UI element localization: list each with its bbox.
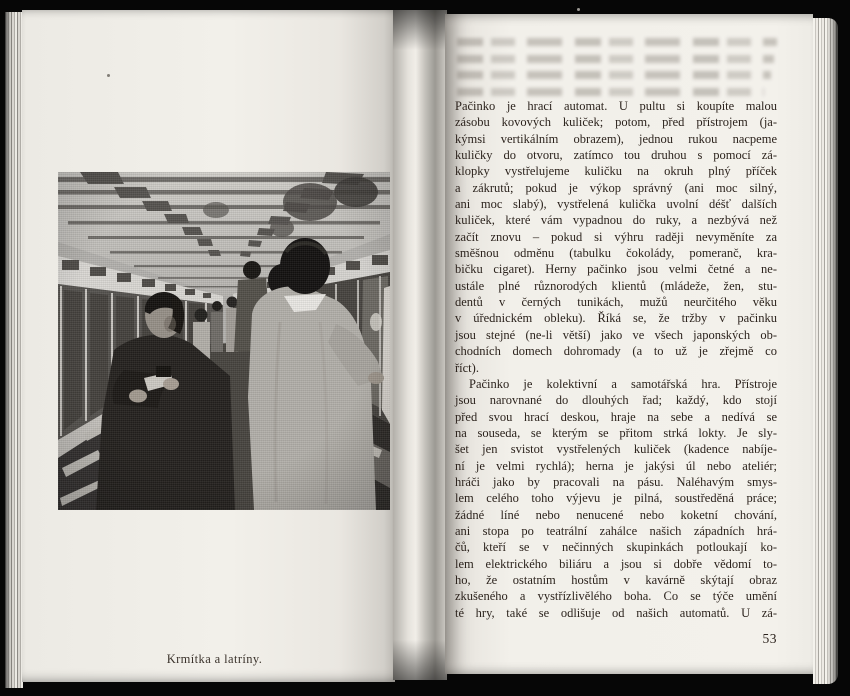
photo-illustration: [58, 172, 390, 510]
bleedthrough-text: [457, 38, 777, 104]
text-line: ustále plné různorodých klientů (mládeže, žen, stu-: [455, 278, 777, 293]
text-line: hráči jako by pracovali na pásu. Naléhavým smys-: [455, 474, 777, 489]
scan-speck: [577, 8, 580, 11]
text-line: kuliček, které vám vypadnou do ruky, a nezbývá než: [455, 213, 777, 228]
text-line: zásobu kovových kuliček; potom, před přístrojem (ja-: [455, 115, 777, 130]
left-page-edges: [5, 12, 23, 688]
pachinko-parlor-photo: [58, 172, 390, 510]
text-line: Pačinko je kolektivní a samotářská hra. Přístroje: [469, 376, 777, 391]
text-line: jsou stejné (ne-li větší) jako ve všech japonských ob-: [455, 327, 777, 342]
text-line: dentů v černých tunikách, mužů neurčitého věku: [455, 295, 777, 310]
body-text: [455, 98, 777, 621]
photo-caption: Krmítka a latríny.: [166, 652, 263, 666]
text-line: chodních domech dohromady (a to už je zřejmě co: [455, 344, 777, 359]
right-fore-edge: [813, 18, 838, 684]
text-line: lem celého toho výjevu je pilná, soustředěná práce;: [455, 491, 777, 506]
text-line: zkušeného a vystřízlivělého boha. Co se týče umění: [455, 589, 777, 604]
bleedthrough-line: [457, 88, 764, 96]
text-line: směšnou odměnu (tabulku čokolády, pomeranč, kra-: [455, 246, 777, 261]
text-line: klopky vystřelujeme kuličku na okruh plný příček: [455, 164, 777, 179]
left-page: [22, 10, 395, 682]
text-line: před svou hrací deskou, hraje na sebe a nedívá se: [455, 409, 777, 424]
text-line: ani moc slabý), vystřelená kulička uvolní déšť dalších: [455, 197, 777, 212]
text-line: začít znovu – pokud si výhru raději nevyměníte za: [455, 229, 777, 244]
text-line: a zákrutů; pokud je výkop správný (ani moc silný,: [455, 180, 777, 195]
book-gutter: [393, 10, 447, 680]
right-page: [445, 14, 813, 674]
text-line: jsou narovnané do dlouhých řad; každý, kdo stojí: [455, 393, 777, 408]
text-line: bičku cigaret). Herny pačinko jsou velmi četné a ne-: [455, 262, 777, 277]
text-line: šet jen svistot vystřelených kuliček (kadence nabíje-: [455, 442, 777, 457]
text-line: lem elektrického biliáru a jsou si dobře vědomí to-: [455, 556, 777, 571]
text-line: té hry, také se odlišuje od našich automatů. U zá-: [455, 605, 777, 620]
text-line: ní je velmi rychlá); herna je jakýsi úl nebo ateliér;: [455, 458, 777, 473]
text-line: ho, že ostatním hostům v kavárně skýtají obraz: [455, 572, 777, 587]
text-line: žádné líné nebo nenucené nebo koketní chování,: [455, 507, 777, 522]
page-number: 53: [762, 631, 777, 646]
paper-speck: [107, 74, 110, 77]
text-line: čů, kteří se v nečinných skupinkách potloukají ko-: [455, 540, 777, 555]
bleedthrough-line: [457, 55, 774, 63]
text-line: v úřednickém obleku). Říká se, že tržby v pačinku: [455, 311, 777, 326]
text-line: kuličky do otvoru, zatímco tou druhou s pomocí zá-: [455, 148, 777, 163]
text-line: Pačinko je hrací automat. U pultu si koupíte malou: [455, 99, 777, 113]
text-line: ani stopa po teatrální zahálce našich západních hrá-: [455, 523, 777, 538]
text-line: říct).: [455, 360, 479, 375]
bleedthrough-line: [457, 71, 771, 79]
bleedthrough-line: [457, 38, 777, 46]
text-line: kýmsi vertikálním obrazem), jednou rukou nacpeme: [455, 131, 777, 146]
text-line: na souseda, se kterým se přitom strká lokty. Je sly-: [455, 425, 777, 440]
